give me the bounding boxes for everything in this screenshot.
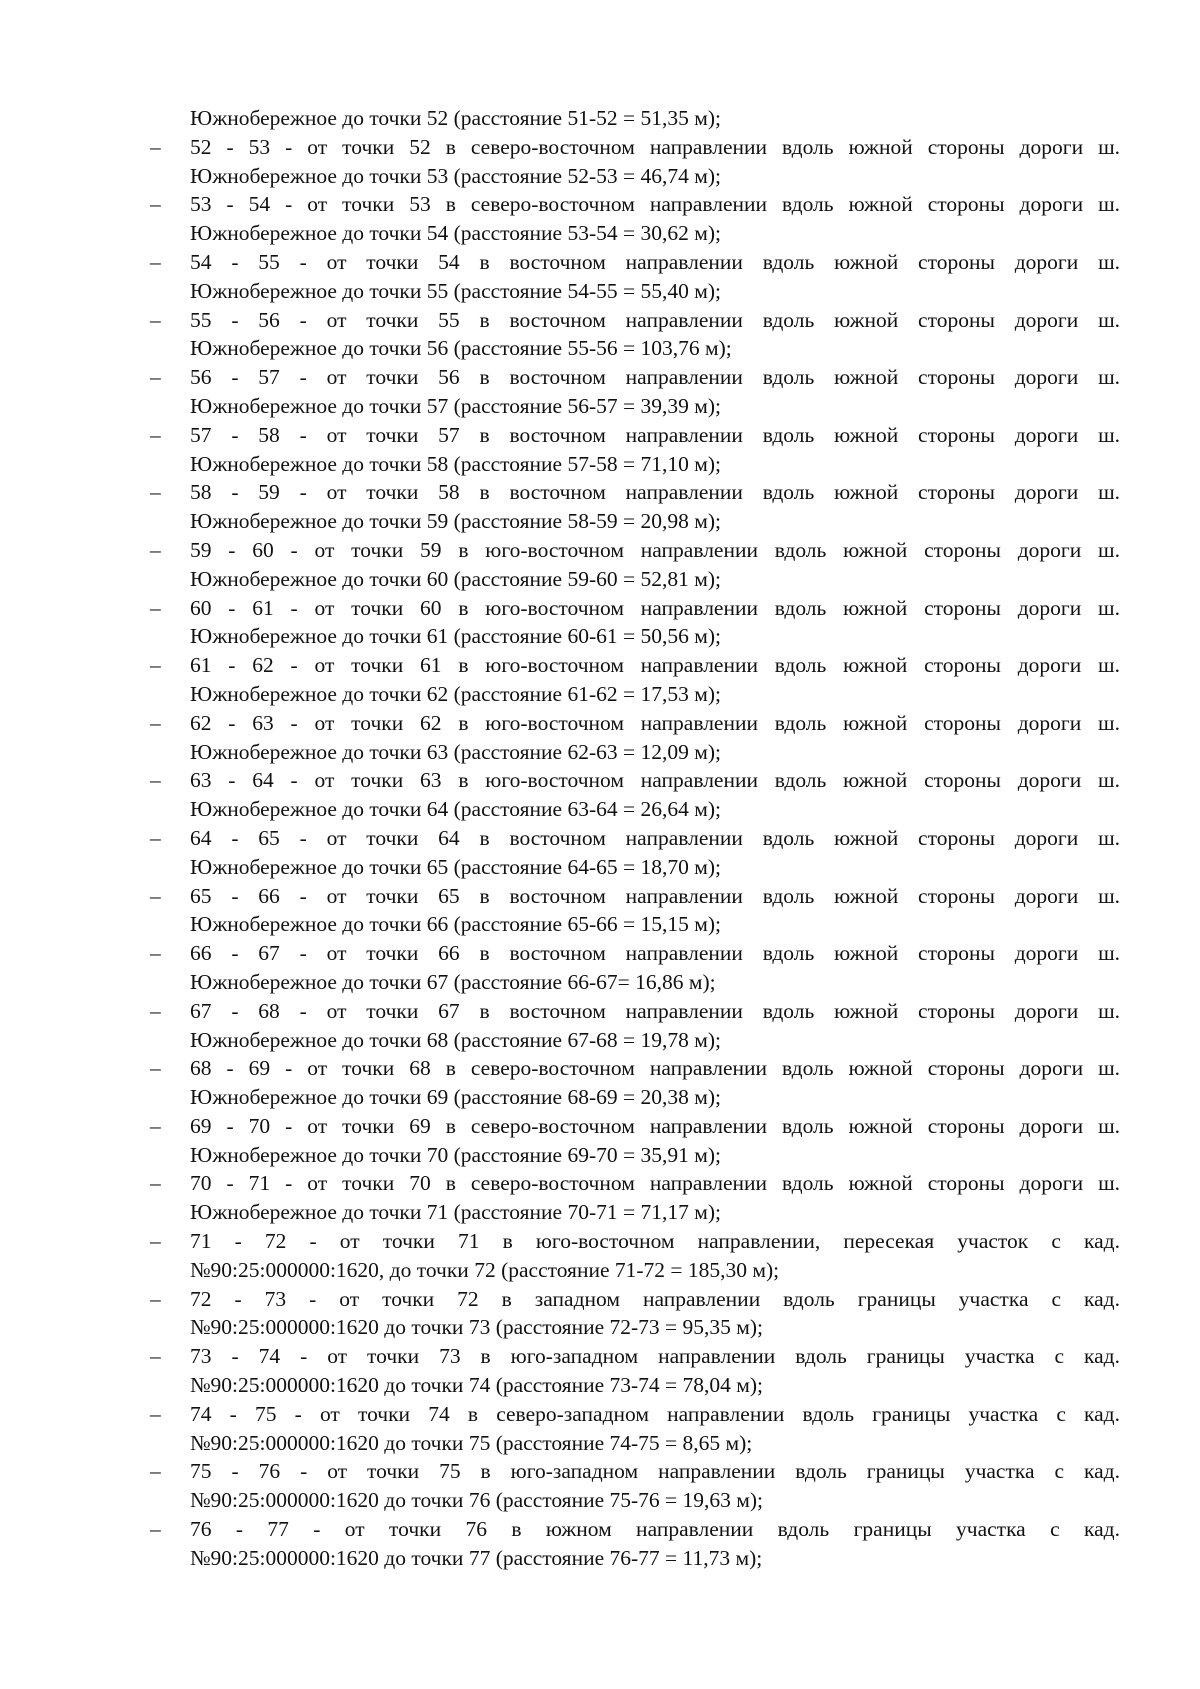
- list-item-segment-line: 73 - 74 - от точки 73 в юго-западном направлении вдоль границы участка с кад.: [190, 1344, 1120, 1369]
- list-item: [150, 248, 1120, 306]
- bullet-dash: –: [150, 365, 161, 390]
- list-item-distance-line: №90:25:000000:1620 до точки 76 (расстояние 75-76 = 19,63 м);: [190, 1488, 764, 1513]
- list-item: [150, 939, 1120, 997]
- bullet-dash: –: [150, 825, 161, 850]
- list-item: [150, 536, 1120, 594]
- list-item-segment-line: 74 - 75 - от точки 74 в северо-западном направлении вдоль границы участка с кад.: [190, 1401, 1120, 1426]
- list-item-segment-line: 69 - 70 - от точки 69 в северо-восточном направлении вдоль южной стороны дороги ш.: [190, 1113, 1120, 1138]
- list-item: [150, 363, 1120, 421]
- list-item: [150, 421, 1120, 479]
- bullet-dash: –: [150, 1171, 161, 1196]
- list-item-segment-line: 68 - 69 - от точки 68 в северо-восточном направлении вдоль южной стороны дороги ш.: [190, 1056, 1120, 1081]
- bullet-dash: –: [150, 710, 161, 735]
- list-item: [150, 651, 1120, 709]
- list-item-distance-line: Южнобережное до точки 69 (расстояние 68-69 = 20,38 м);: [190, 1085, 721, 1110]
- bullet-dash: –: [150, 537, 161, 562]
- list-item: [150, 709, 1120, 767]
- list-item: [150, 1054, 1120, 1112]
- bullet-dash: –: [150, 1401, 161, 1426]
- list-item-segment-line: 59 - 60 - от точки 59 в юго-восточном направлении вдоль южной стороны дороги ш.: [190, 537, 1120, 562]
- list-item-distance-line: Южнобережное до точки 70 (расстояние 69-70 = 35,91 м);: [190, 1142, 721, 1167]
- list-item-distance-line: Южнобережное до точки 63 (расстояние 62-63 = 12,09 м);: [190, 739, 721, 764]
- bullet-dash: –: [150, 1459, 161, 1484]
- bullet-dash: –: [150, 307, 161, 332]
- list-item-segment-line: 71 - 72 - от точки 71 в юго-восточном направлении, пересекая участок с кад.: [190, 1229, 1120, 1254]
- bullet-dash: –: [150, 1113, 161, 1138]
- list-item-segment-line: 70 - 71 - от точки 70 в северо-восточном направлении вдоль южной стороны дороги ш.: [190, 1171, 1120, 1196]
- list-item-distance-line: Южнобережное до точки 60 (расстояние 59-60 = 52,81 м);: [190, 566, 721, 591]
- list-item-segment-line: 52 - 53 - от точки 52 в северо-восточном направлении вдоль южной стороны дороги ш.: [190, 134, 1120, 159]
- list-item-distance-line: Южнобережное до точки 68 (расстояние 67-68 = 19,78 м);: [190, 1027, 721, 1052]
- list-item: [150, 306, 1120, 364]
- list-item-distance-line: №90:25:000000:1620 до точки 74 (расстояние 73-74 = 78,04 м);: [190, 1373, 764, 1398]
- list-item-segment-line: 65 - 66 - от точки 65 в восточном направлении вдоль южной стороны дороги ш.: [190, 883, 1120, 908]
- list-item-segment-line: 54 - 55 - от точки 54 в восточном направлении вдоль южной стороны дороги ш.: [190, 249, 1120, 274]
- list-item: [150, 1342, 1120, 1400]
- list-item: [150, 190, 1120, 248]
- list-item-distance-line: Южнобережное до точки 55 (расстояние 54-55 = 55,40 м);: [190, 278, 721, 303]
- list-item-distance-line: Южнобережное до точки 62 (расстояние 61-62 = 17,53 м);: [190, 681, 721, 706]
- bullet-dash: –: [150, 249, 161, 274]
- bullet-dash: –: [150, 134, 161, 159]
- intro-line: Южнобережное до точки 52 (расстояние 51-52 = 51,35 м);: [190, 106, 721, 130]
- list-item-segment-line: 64 - 65 - от точки 64 в восточном направлении вдоль южной стороны дороги ш.: [190, 825, 1120, 850]
- list-item: [150, 766, 1120, 824]
- list-item-segment-line: 67 - 68 - от точки 67 в восточном направлении вдоль южной стороны дороги ш.: [190, 998, 1120, 1023]
- bullet-dash: –: [150, 1344, 161, 1369]
- list-item-distance-line: №90:25:000000:1620, до точки 72 (расстояние 71-72 = 185,30 м);: [190, 1257, 780, 1282]
- bullet-dash: –: [150, 595, 161, 620]
- list-item-segment-line: 57 - 58 - от точки 57 в восточном направлении вдоль южной стороны дороги ш.: [190, 422, 1120, 447]
- list-item-segment-line: 61 - 62 - от точки 61 в юго-восточном направлении вдоль южной стороны дороги ш.: [190, 653, 1120, 678]
- bullet-dash: –: [150, 941, 161, 966]
- bullet-dash: –: [150, 422, 161, 447]
- bullet-dash: –: [150, 998, 161, 1023]
- bullet-dash: –: [150, 768, 161, 793]
- bullet-dash: –: [150, 480, 161, 505]
- list-item: [150, 1112, 1120, 1170]
- bullet-dash: –: [150, 653, 161, 678]
- list-item: [150, 1515, 1120, 1573]
- bullet-dash: –: [150, 1286, 161, 1311]
- list-item-segment-line: 55 - 56 - от точки 55 в восточном направлении вдоль южной стороны дороги ш.: [190, 307, 1120, 332]
- document-body: [150, 104, 1120, 1573]
- list-item-segment-line: 58 - 59 - от точки 58 в восточном направлении вдоль южной стороны дороги ш.: [190, 480, 1120, 505]
- list-item: [150, 133, 1120, 191]
- list-item-distance-line: Южнобережное до точки 58 (расстояние 57-58 = 71,10 м);: [190, 451, 721, 476]
- list-item-segment-line: 62 - 63 - от точки 62 в юго-восточном направлении вдоль южной стороны дороги ш.: [190, 710, 1120, 735]
- list-item: [150, 824, 1120, 882]
- list-item: [150, 1227, 1120, 1285]
- list-item-distance-line: Южнобережное до точки 64 (расстояние 63-64 = 26,64 м);: [190, 797, 721, 822]
- bullet-dash: –: [150, 883, 161, 908]
- list-item-distance-line: №90:25:000000:1620 до точки 75 (расстояние 74-75 = 8,65 м);: [190, 1430, 753, 1455]
- list-item-distance-line: Южнобережное до точки 57 (расстояние 56-57 = 39,39 м);: [190, 393, 721, 418]
- list-item: [150, 478, 1120, 536]
- bullet-dash: –: [150, 1229, 161, 1254]
- list-item-distance-line: №90:25:000000:1620 до точки 77 (расстояние 76-77 = 11,73 м);: [190, 1545, 763, 1570]
- list-item-segment-line: 72 - 73 - от точки 72 в западном направлении вдоль границы участка с кад.: [190, 1286, 1120, 1311]
- bullet-dash: –: [150, 1517, 161, 1542]
- list-item-segment-line: 53 - 54 - от точки 53 в северо-восточном направлении вдоль южной стороны дороги ш.: [190, 192, 1120, 217]
- list-item-segment-line: 66 - 67 - от точки 66 в восточном направлении вдоль южной стороны дороги ш.: [190, 941, 1120, 966]
- list-item-segment-line: 63 - 64 - от точки 63 в юго-восточном направлении вдоль южной стороны дороги ш.: [190, 768, 1120, 793]
- bullet-dash: –: [150, 192, 161, 217]
- list-item-segment-line: 60 - 61 - от точки 60 в юго-восточном направлении вдоль южной стороны дороги ш.: [190, 595, 1120, 620]
- list-item-distance-line: Южнобережное до точки 65 (расстояние 64-65 = 18,70 м);: [190, 854, 721, 879]
- list-item-distance-line: Южнобережное до точки 61 (расстояние 60-61 = 50,56 м);: [190, 624, 721, 649]
- list-item-distance-line: Южнобережное до точки 56 (расстояние 55-56 = 103,76 м);: [190, 336, 732, 361]
- list-item: [150, 594, 1120, 652]
- list-item: [150, 1400, 1120, 1458]
- list-item: [150, 1169, 1120, 1227]
- list-item-distance-line: Южнобережное до точки 59 (расстояние 58-59 = 20,98 м);: [190, 509, 721, 534]
- list-item-segment-line: 75 - 76 - от точки 75 в юго-западном направлении вдоль границы участка с кад.: [190, 1459, 1120, 1484]
- list-item-distance-line: №90:25:000000:1620 до точки 73 (расстояние 72-73 = 95,35 м);: [190, 1315, 764, 1340]
- list-item-segment-line: 76 - 77 - от точки 76 в южном направлении вдоль границы участка с кад.: [190, 1517, 1120, 1542]
- list-item-distance-line: Южнобережное до точки 71 (расстояние 70-71 = 71,17 м);: [190, 1200, 721, 1225]
- list-item-distance-line: Южнобережное до точки 53 (расстояние 52-53 = 46,74 м);: [190, 163, 721, 188]
- bullet-dash: –: [150, 1056, 161, 1081]
- list-item: [150, 1285, 1120, 1343]
- list-item-distance-line: Южнобережное до точки 54 (расстояние 53-54 = 30,62 м);: [190, 221, 721, 246]
- boundary-list: [150, 133, 1120, 1573]
- list-item-distance-line: Южнобережное до точки 67 (расстояние 66-67= 16,86 м);: [190, 969, 716, 994]
- list-item-distance-line: Южнобережное до точки 66 (расстояние 65-66 = 15,15 м);: [190, 912, 721, 937]
- list-item: [150, 882, 1120, 940]
- list-item-segment-line: 56 - 57 - от точки 56 в восточном направлении вдоль южной стороны дороги ш.: [190, 365, 1120, 390]
- list-item: [150, 1457, 1120, 1515]
- list-item: [150, 997, 1120, 1055]
